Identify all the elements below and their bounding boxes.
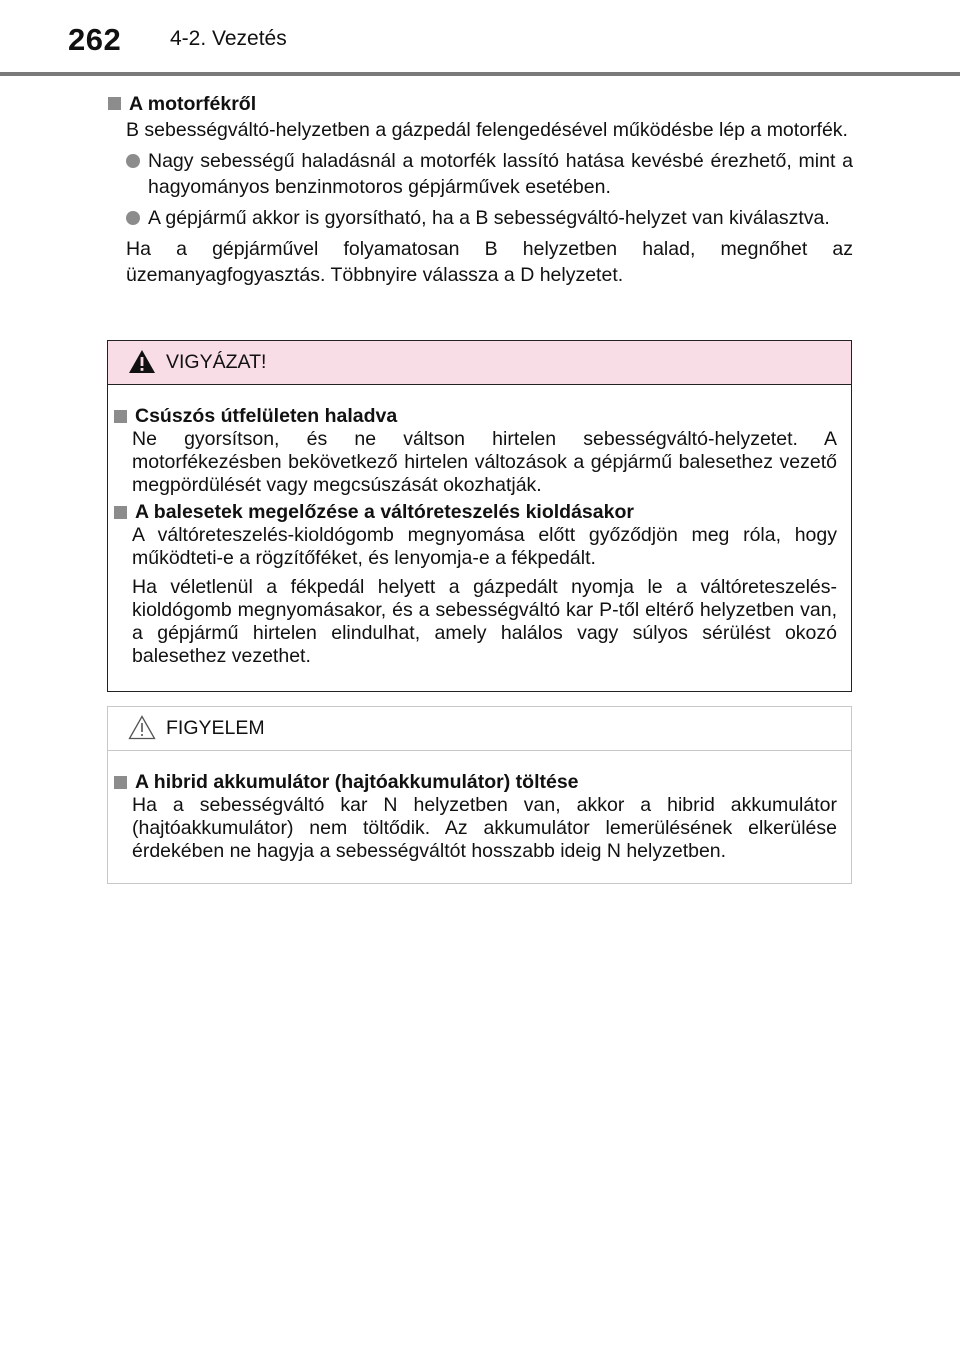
caution-paragraph: A váltóreteszelés-kioldógomb megnyomása előtt győződjön meg róla, hogy működteti-e a rögzítőféket, és lenyomja-e a fékpedált. <box>132 524 837 569</box>
notice-item-heading-text: A hibrid akkumulátor (hajtóakkumulátor) töltése <box>135 771 579 793</box>
caution-paragraph: Ha véletlenül a fékpedál helyett a gázpedált nyomja le a váltóreteszelés-kioldógomb megnyomásakor, és a sebességváltó kar P-től eltérő helyzetben van, a gépjármű hirtelen elindulhat, amely halálos vagy súlyos sérülést okozó balesethez vezethet. <box>132 576 837 667</box>
list-item <box>126 205 853 231</box>
notice-box <box>107 706 852 884</box>
square-bullet-icon <box>108 97 121 110</box>
header-divider <box>0 72 960 76</box>
intro-paragraph: B sebességváltó-helyzetben a gázpedál felengedésével működésbe lép a motorfék. <box>126 119 848 141</box>
square-bullet-icon <box>114 776 127 789</box>
caution-paragraph: Ne gyorsítson, és ne váltson hirtelen sebességváltó-helyzetet. A motorfékezésben bekövetkező hirtelen változások a gépjármű balesethez vezető megpördülését vagy megcsúszását okozhatják. <box>132 428 837 496</box>
warning-triangle-filled-icon <box>128 349 156 374</box>
caution-item-heading-text: A balesetek megelőzése a váltóreteszelés kioldásakor <box>135 501 634 523</box>
caution-item-heading <box>114 501 837 524</box>
caution-box <box>107 340 852 692</box>
notice-body <box>108 751 851 863</box>
caution-title: VIGYÁZAT! <box>166 351 267 373</box>
caution-header <box>108 341 851 385</box>
chapter-title: 4-2. Vezetés <box>170 27 287 50</box>
warning-triangle-outline-icon <box>128 715 156 740</box>
outro-paragraph: Ha a gépjárművel folyamatosan B helyzetben halad, megnőhet az üzemanyagfogyasztás. Többnyire válassza a D helyzetet. <box>126 238 853 286</box>
list-item <box>126 148 853 200</box>
caution-item-heading <box>114 405 837 428</box>
notice-item-heading <box>114 771 837 794</box>
list-item-text: A gépjármű akkor is gyorsítható, ha a B sebességváltó-helyzet van kiválasztva. <box>148 207 830 229</box>
notice-paragraph: Ha a sebességváltó kar N helyzetben van, akkor a hibrid akkumulátor (hajtóakkumulátor) nem töltődik. Az akkumulátor lemerülésének elkerülése érdekében ne hagyja a sebességváltót hosszabb ideig N helyzetben. <box>132 794 837 862</box>
section-heading <box>108 91 853 117</box>
round-bullet-icon <box>126 154 140 168</box>
notice-title: FIGYELEM <box>166 717 265 739</box>
list-item-text: Nagy sebességű haladásnál a motorfék lassító hatása kevésbé érezhető, mint a hagyományos benzinmotoros gépjárművek esetében. <box>148 150 853 198</box>
notice-header <box>108 707 851 751</box>
engine-brake-section <box>108 91 853 288</box>
page-header <box>0 0 960 80</box>
round-bullet-icon <box>126 211 140 225</box>
caution-item-heading-text: Csúszós útfelületen haladva <box>135 405 398 427</box>
square-bullet-icon <box>114 506 127 519</box>
caution-body <box>108 385 851 668</box>
page-number: 262 <box>68 22 122 57</box>
section-heading-text: A motorfékről <box>129 93 257 115</box>
square-bullet-icon <box>114 410 127 423</box>
